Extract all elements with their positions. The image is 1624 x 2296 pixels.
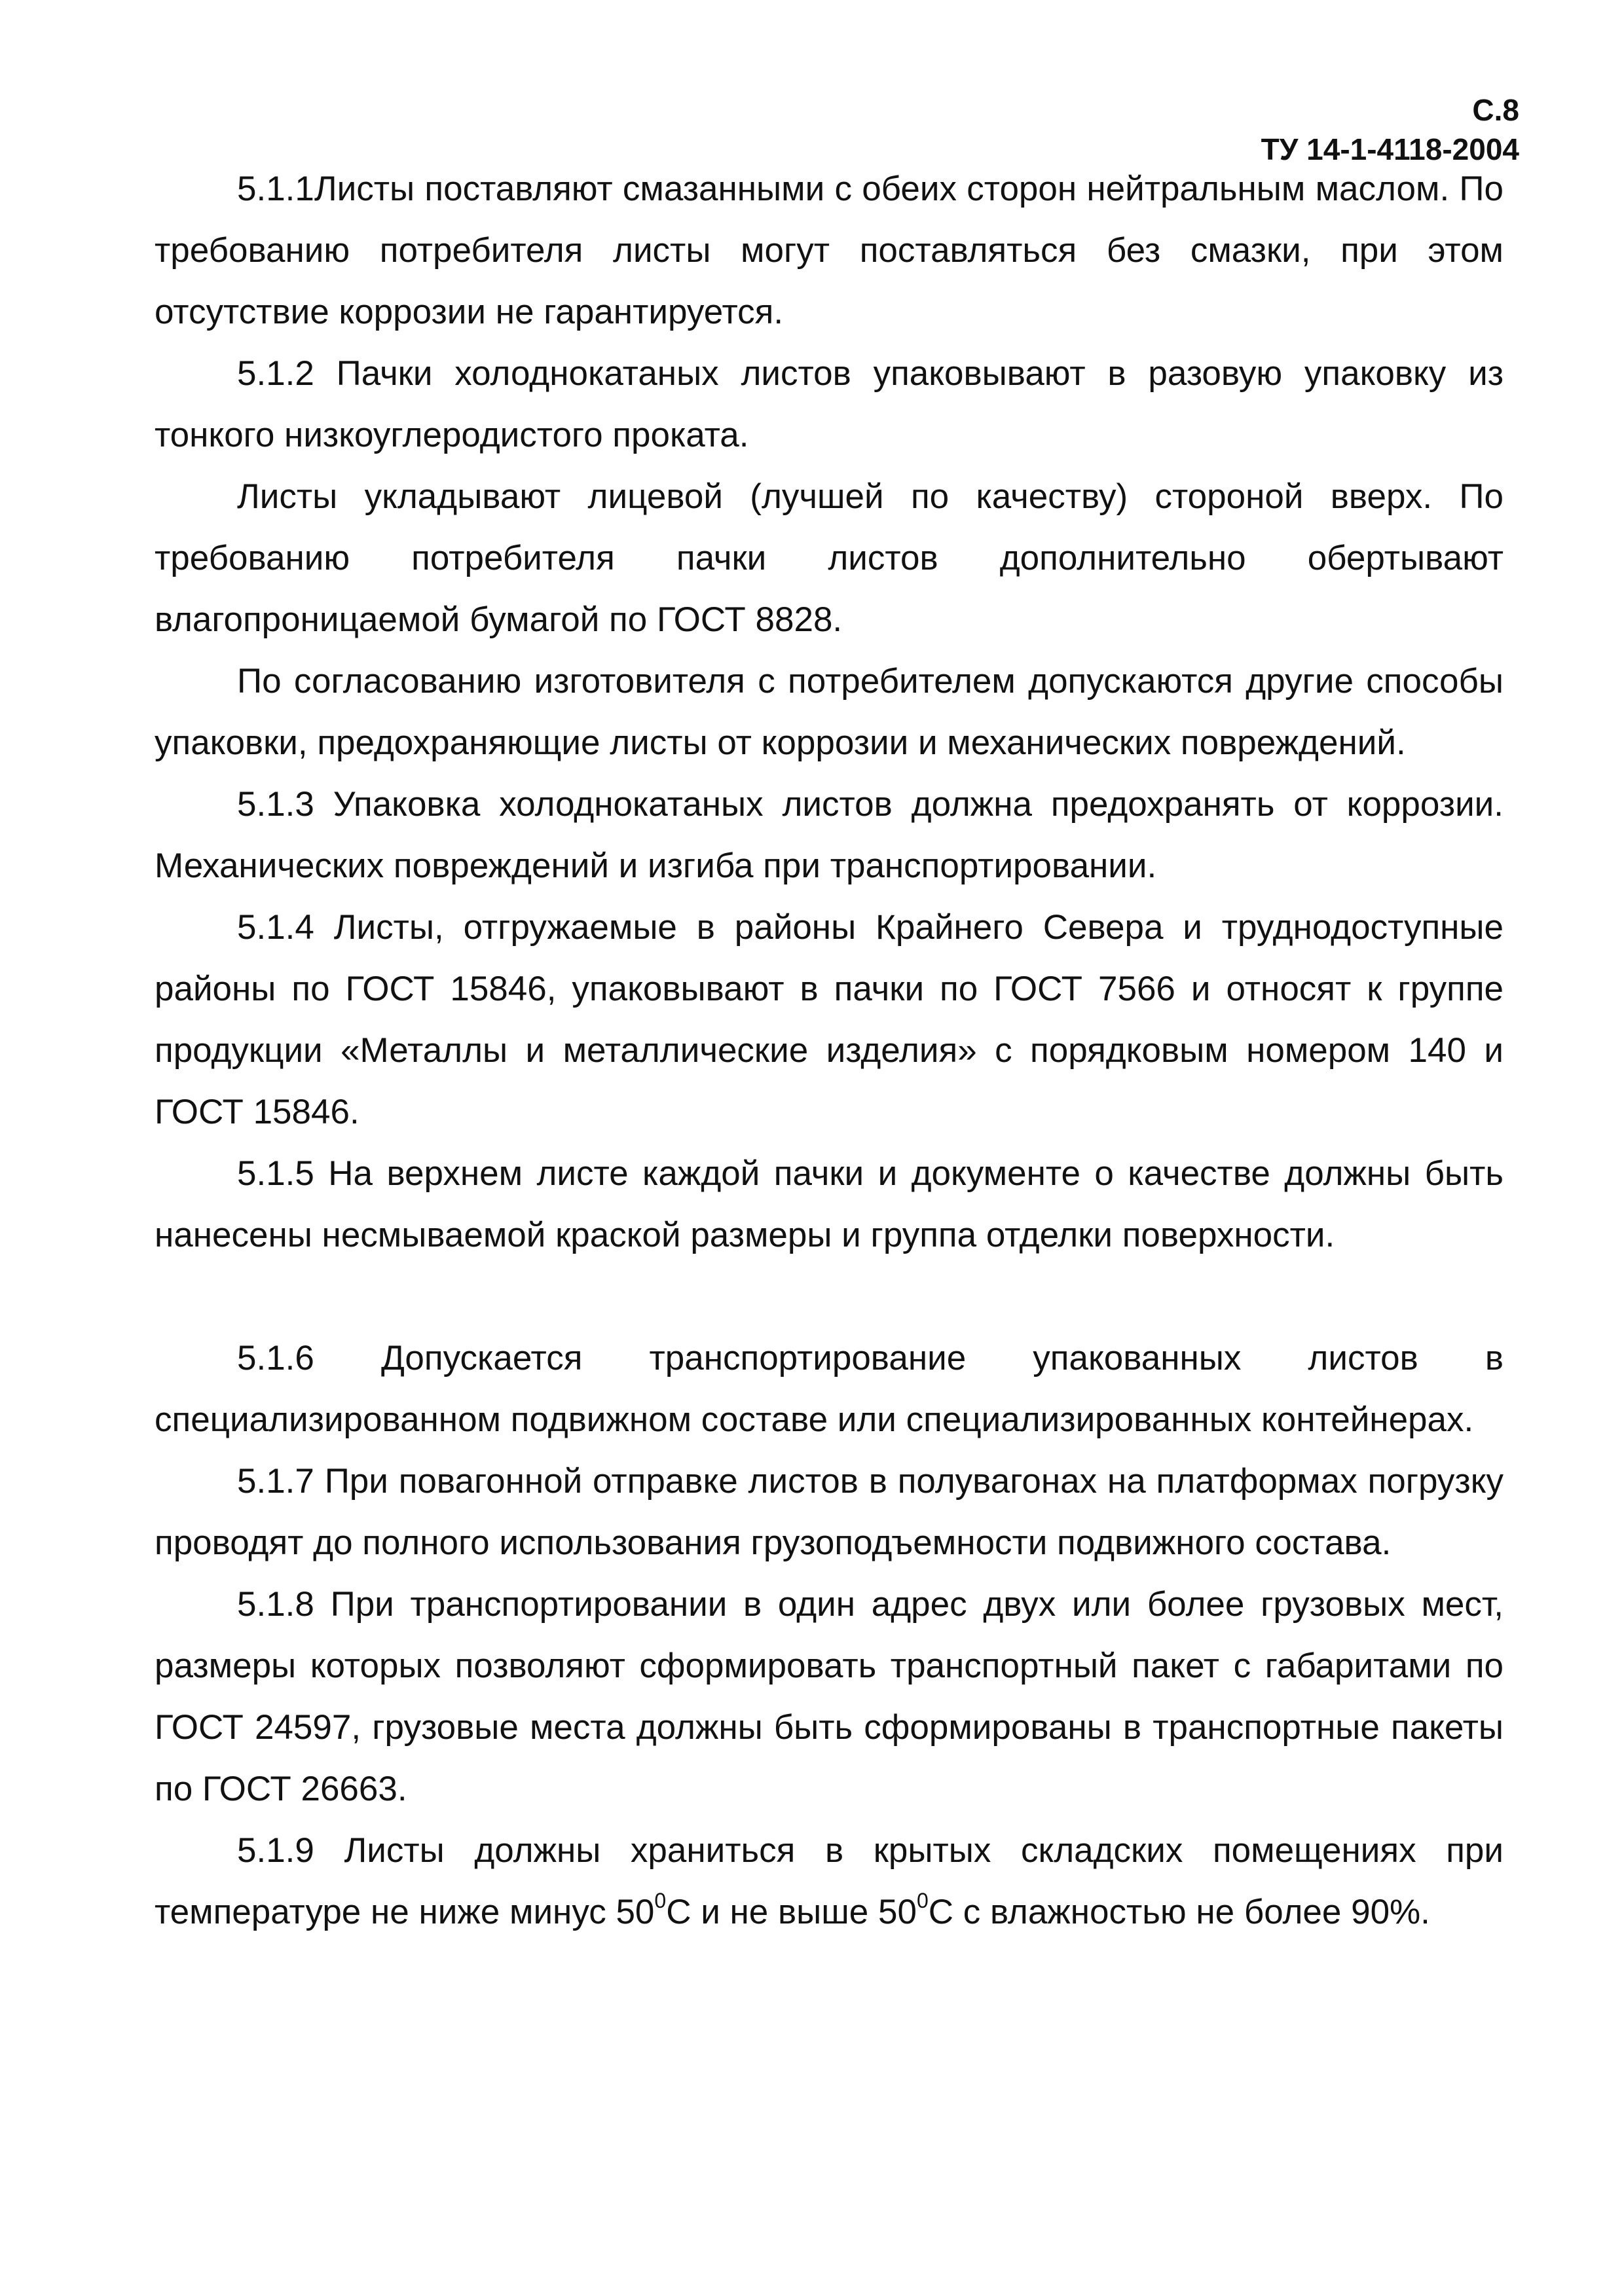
page-header (1261, 90, 1519, 169)
storage-text-part2: С и не выше 50 (666, 1893, 917, 1931)
paragraph-5-1-2: 5.1.2 Пачки холоднокатаных листов упаковывают в разовую упаковку из тонкого низкоуглеродистого проката. (155, 354, 1504, 454)
paragraph-5-1-5: 5.1.5 На верхнем листе каждой пачки и документе о качестве должны быть нанесены несмываемой краской размеры и группа отделки поверхности. (155, 1154, 1504, 1254)
paragraph-5-1-8: 5.1.8 При транспортировании в один адрес двух или более грузовых мест, размеры которых позволяют сформировать транспортный пакет с габаритами по ГОСТ 24597, грузовые места должны быть сформированы в транспортные пакеты по ГОСТ 26663. (155, 1585, 1504, 1808)
paragraph-5-1-4: 5.1.4 Листы, отгружаемые в районы Крайнего Севера и труднодоступные районы по ГОСТ 15846, упаковывают в пачки по ГОСТ 7566 и относят к группе продукции «Металлы и металлические изделия» с порядковым номером 140 и ГОСТ 15846. (155, 908, 1504, 1131)
degree-superscript-2: 0 (916, 1889, 929, 1912)
storage-text-part1: 5.1.9 Листы должны храниться в крытых складских помещениях при температуре не ниже минус 50 (155, 1831, 1504, 1931)
paragraph-5-1-9 (155, 1820, 1504, 1943)
page-number: С.8 (1472, 93, 1519, 127)
storage-text-part3: С с влажностью не более 90%. (928, 1893, 1430, 1931)
document-code: ТУ 14-1-4118-2004 (1261, 132, 1519, 166)
paragraph-5-1-1: 5.1.1Листы поставляют смазанными с обеих сторон нейтральным маслом. По требованию потребителя листы могут поставляться без смазки, при этом отсутствие коррозии не гарантируется. (155, 170, 1504, 331)
paragraph-5-1-3: 5.1.3 Упаковка холоднокатаных листов должна предохранять от коррозии. Механических повреждений и изгиба при транспортировании. (155, 785, 1504, 885)
paragraph-5-1-7: 5.1.7 При повагонной отправке листов в полувагонах на платформах погрузку проводят до полного использования грузоподъемности подвижного состава. (155, 1462, 1504, 1562)
paragraph-spacer (155, 1266, 1504, 1328)
paragraph-5-1-6: 5.1.6 Допускается транспортирование упакованных листов в специализированном подвижном составе или специализированных контейнерах. (155, 1339, 1504, 1439)
paragraph-packaging-agreement: По согласованию изготовителя с потребителем допускаются другие способы упаковки, предохраняющие листы от коррозии и механических повреждений. (155, 662, 1504, 762)
document-body (155, 158, 1504, 1943)
paragraph-sheets-laying: Листы укладывают лицевой (лучшей по качеству) стороной вверх. По требованию потребителя пачки листов дополнительно обертывают влагопроницаемой бумагой по ГОСТ 8828. (155, 477, 1504, 639)
degree-superscript-1: 0 (654, 1889, 667, 1912)
